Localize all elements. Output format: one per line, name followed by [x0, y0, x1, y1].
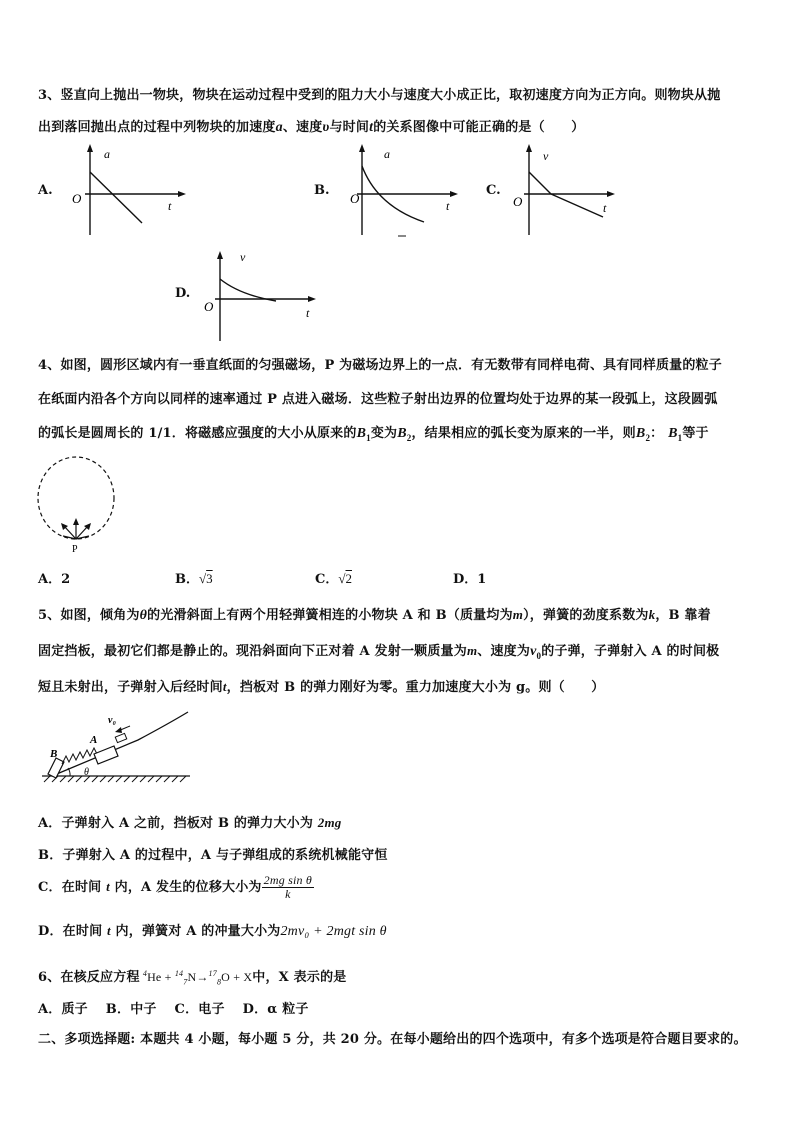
origin-label: O	[513, 194, 523, 209]
angle-theta-label: θ	[84, 767, 89, 778]
axis-label-t: t	[603, 201, 607, 215]
q4-text: 的弧长是圆周长的 1/1．将磁感应强度的大小从原来的	[38, 426, 357, 441]
q6-line-1: 6、在核反应方程 $^4$He + $^{14}_7$N→$^{17}_8$O + X中，X 表示的是	[38, 969, 347, 987]
q3-option-c-label: C.	[486, 183, 501, 198]
origin-label: O	[72, 191, 82, 206]
axis-label-a: a	[104, 147, 110, 161]
graph-c	[505, 140, 625, 240]
var-a: a	[275, 120, 283, 135]
b1-symbol: $B_1$	[356, 426, 371, 443]
axis-label-a: a	[384, 147, 390, 161]
axis-label-t: t	[306, 306, 310, 320]
q3-text: 、速度	[282, 120, 323, 135]
b1-symbol: $B_1$	[668, 426, 683, 443]
axis-label-v: v	[240, 250, 246, 264]
q4-choice-d: D．1	[453, 572, 487, 587]
graph-d	[200, 245, 325, 345]
q4-choice-b: B．√3	[175, 571, 213, 587]
q3-option-b-label: B.	[314, 183, 330, 198]
q4-text: 等于	[682, 426, 709, 441]
graph-b	[332, 140, 462, 240]
graph-a	[60, 140, 190, 240]
var-v: υ	[322, 120, 330, 135]
q3-text: 的关系图像中可能正确的是（ ）	[373, 120, 585, 135]
axis-label-v: v	[543, 149, 549, 163]
q3-text: 与时间	[329, 120, 370, 135]
q4-line-3	[38, 422, 709, 443]
axis-label-t: t	[446, 199, 450, 213]
q6-choices: A．质子 B．中子 C．电子 D．α 粒子	[38, 1002, 309, 1017]
q5-line-2: 固定挡板，最初它们都是静止的。现沿斜面向下正对着 A 发射一颗质量为m、速度为$v_0$的子弹，子弹射入 A 的时间极	[38, 643, 720, 661]
point-p-label: P	[72, 544, 78, 555]
b2-symbol: $B_2$	[397, 426, 412, 443]
q4-choice-c: C．√2	[315, 571, 352, 587]
q4-line-1: 4、如图，圆形区域内有一垂直纸面的匀强磁场，P 为磁场边界上的一点．有无数带有同样电荷、具有同样质量的粒子	[38, 358, 722, 373]
q4-choice-a: A．2	[38, 572, 71, 587]
origin-label: O	[204, 299, 214, 314]
q3-line-1: 3、竖直向上抛出一物块，物块在运动过程中受到的阻力大小与速度大小成正比，取初速度方向为正方向。则物块从抛	[38, 88, 721, 103]
var-t: t	[369, 120, 374, 135]
q4-text: ，结果相应的弧长变为原来的一半，则	[411, 426, 636, 441]
v0-label: v₀	[108, 715, 116, 726]
q5-option-d: D．在时间 t 内，弹簧对 A 的冲量大小为2mv₀ + 2mgt sin θ	[38, 923, 387, 939]
q3-line-2	[38, 116, 584, 136]
q4-text: 变为	[370, 426, 398, 441]
q5-line-3: 短且未射出，子弹射入后经时间t，挡板对 B 的弹力刚好为零。重力加速度大小为 g。则（ ）	[38, 679, 605, 695]
block-b-label: B	[50, 748, 58, 760]
block-a-label: A	[90, 734, 98, 746]
origin-label: O	[350, 191, 360, 206]
magnetic-field-circle-figure	[32, 452, 124, 556]
q3-option-a-label: A.	[38, 183, 53, 198]
q5-option-a: A．子弹射入 A 之前，挡板对 B 的弹力大小为 2mg	[38, 815, 342, 831]
q5-option-c: C．在时间 t 内，A 发生的位移大小为 $\frac{\text{2mg sin θ}}{k}$	[38, 873, 313, 901]
q3-option-d-label: D.	[175, 286, 191, 301]
axis-label-t: t	[168, 199, 172, 213]
b2-symbol: $B_2$	[635, 426, 651, 443]
section-2-header: 二、多项选择题: 本题共 4 小题，每小题 5 分，共 20 分。在每小题给出的四个选项中，有多个选项是符合题目要求的。	[38, 1032, 747, 1047]
q5-option-b: B．子弹射入 A 的过程中，A 与子弹组成的系统机械能守恒	[38, 848, 388, 863]
q3-text: 出到落回抛出点的过程中列物块的加速度	[38, 120, 276, 135]
q5-line-1: 5、如图，倾角为θ的光滑斜面上有两个用轻弹簧相连的小物块 A 和 B（质量均为m），弹簧的劲度系数为k，B 靠着	[38, 607, 711, 623]
q4-text: ：	[650, 426, 664, 441]
incline-spring-figure	[38, 706, 198, 788]
q4-line-2: 在纸面内沿各个方向以同样的速率通过 P 点进入磁场．这些粒子射出边界的位置均处于边界的某一段弧上，这段圆弧	[38, 392, 718, 407]
